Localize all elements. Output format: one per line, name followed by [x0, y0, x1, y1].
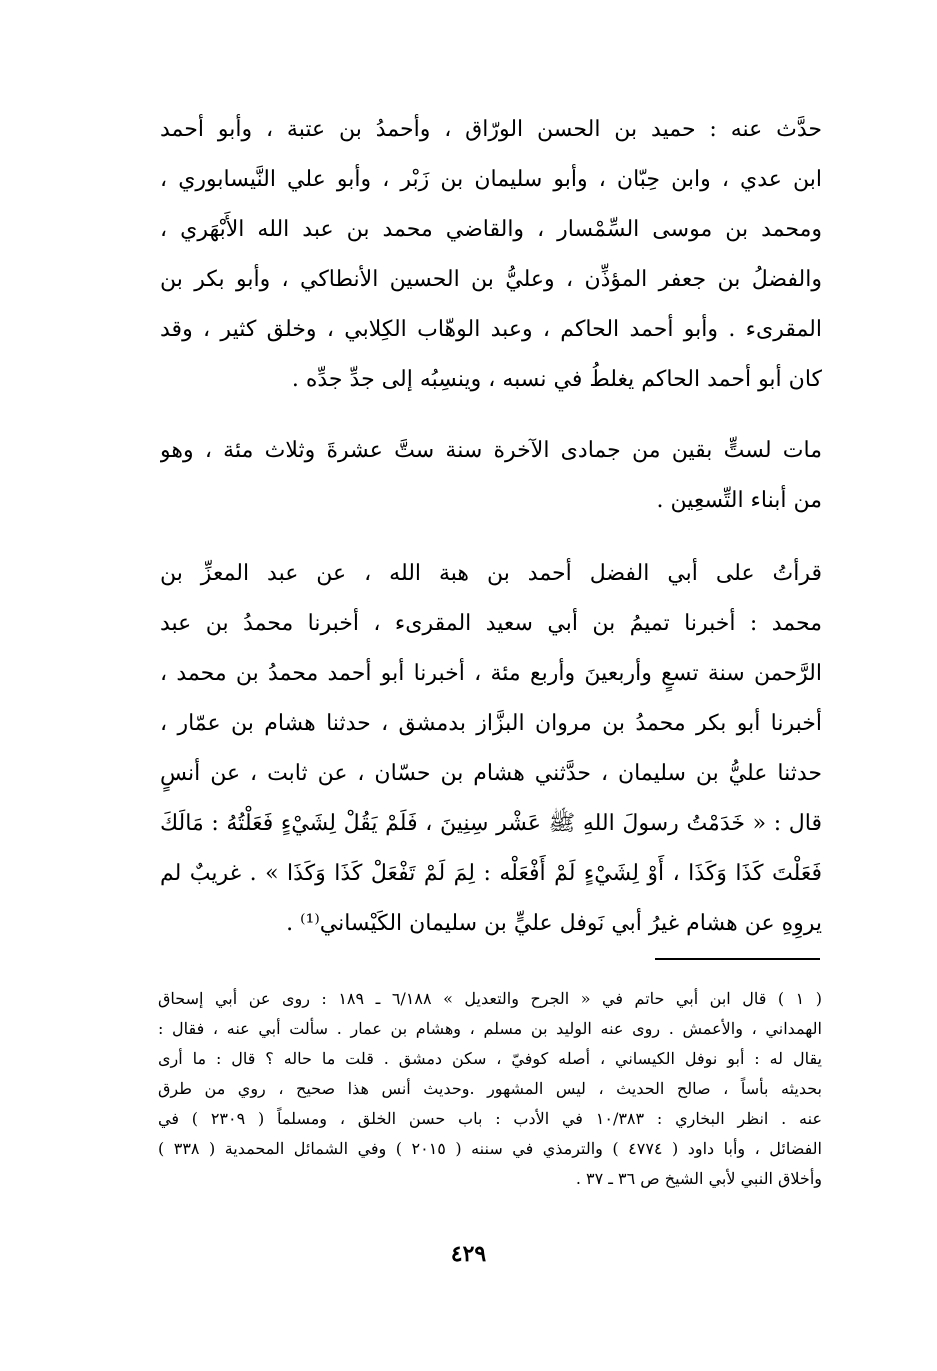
text-line: كان أبو أحمد الحاكم يغلطُ في نسبه ، وينسِبُه إلى جدِّ جدِّه .: [291, 367, 822, 392]
page-number: ٤٢٩: [450, 1241, 487, 1267]
text-line: قال : « خَدَمْتُ رسولَ اللهِ ﷺ عَشْر سِنِينَ ، فَلَمْ يَقُلْ لِشَيْءٍ فَعَلْتُهُ : مَالَكَ: [160, 811, 822, 836]
footnote-line: الفضائل ، وأبا داود ( ٤٧٧٤ ) والترمذي في سننه ( ٢٠١٥ ) وفي الشمائل المحمدية ( ٣٣٨ ): [158, 1139, 822, 1158]
text-line: مات لستٍّ بقين من جمادى الآخرة سنة ستَّ عشرةَ وثلاث مئة ، وهو: [160, 438, 822, 463]
text-line: من أبناء التِّسعِين .: [656, 488, 822, 513]
footnote-line: ( ١ ) قال ابن أبي حاتم في « الجرح والتعديل » ٦/١٨٨ ـ ١٨٩ : روى عن أبي إسحاق: [158, 989, 822, 1008]
footnote-line: الهمداني ، والأعمش . روى عنه الوليد بن مسلم ، وهشام بن عمار . سألت أبي عنه ، فقال :: [158, 1019, 822, 1038]
footnote-divider: [655, 958, 820, 960]
paragraph-death: [160, 426, 822, 526]
text-line: الرَّحمن سنة تسعٍ وأربعينَ وأربع مئة ، أخبرنا أبو أحمد محمدُ بن محمد ،: [160, 661, 822, 686]
paragraph-hadith: [160, 549, 822, 949]
text-line: قرأتُ على أبي الفضل أحمد بن هبة الله ، عن عبد المعزِّ بن: [160, 561, 822, 586]
text-line: المقرىء . وأبو أحمد الحاكم ، وعبد الوهّاب الكِلابي ، وخلق كثير ، وقد: [160, 317, 822, 342]
text-line: حدَّث عنه : حميد بن الحسن الورّاق ، وأحمدُ بن عتبة ، وأبو أحمد: [160, 117, 822, 142]
text-line: محمد : أخبرنا تميمُ بن أبي سعيد المقرىء ، أخبرنا محمدُ بن عبد: [160, 611, 822, 636]
text-line: أخبرنا أبو بكر محمدُ بن مروان البزَّاز بدمشق ، حدثنا هشام بن عمّار ،: [160, 711, 822, 736]
footnote-line: وأخلاق النبي لأبي الشيخ ص ٣٦ ـ ٣٧ .: [575, 1169, 822, 1188]
footnote-line: يقال له : أبو نوفل الكيساني ، أصله كوفيّ ، سكن دمشق . قلت ما حاله ؟ قال : ما أرى: [158, 1049, 822, 1068]
text-line: والفضلُ بن جعفر المؤذِّن ، وعليُّ بن الحسين الأنطاكي ، وأبو بكر بن: [160, 267, 822, 292]
footnote-line: بحديثه بأساً ، صالح الحديث ، ليس المشهور .وحديث أنس هذا صحيح ، روي من طرق: [158, 1079, 822, 1098]
footnotes: [158, 984, 822, 1194]
text-line: يروِهِ عن هشام غيرُ أبي نَوفل عليٍّ بن سليمان الكَيْساني⁽¹⁾ .: [286, 911, 822, 936]
footnote-line: عنه . انظر البخاري : ١٠/٣٨٣ في الأدب : باب حسن الخلق ، ومسلماً ( ٢٣٠٩ ) في: [158, 1109, 822, 1128]
text-line: حدثنا عليُّ بن سليمان ، حدَّثني هشام بن حسّان ، عن ثابت ، عن أنسٍ: [160, 761, 822, 786]
paragraph-narrators: [160, 105, 822, 405]
text-line: فَعَلْتَ كَذَا وَكَذَا ، أَوْ لِشَيْءٍ لَمْ أَفْعَلْه : لِمَ لَمْ تَفْعَلْ كَذَا وَكَذَا » . غريبٌ لم: [160, 861, 822, 886]
text-line: ابن عدي ، وابن حِبّان ، وأبو سليمان بن زَبْر ، وأبو علي النَّيسابوري ،: [160, 167, 822, 192]
text-line: ومحمد بن موسى السِّمْسار ، والقاضي محمد بن عبد الله الأَبْهَري ،: [160, 217, 822, 242]
